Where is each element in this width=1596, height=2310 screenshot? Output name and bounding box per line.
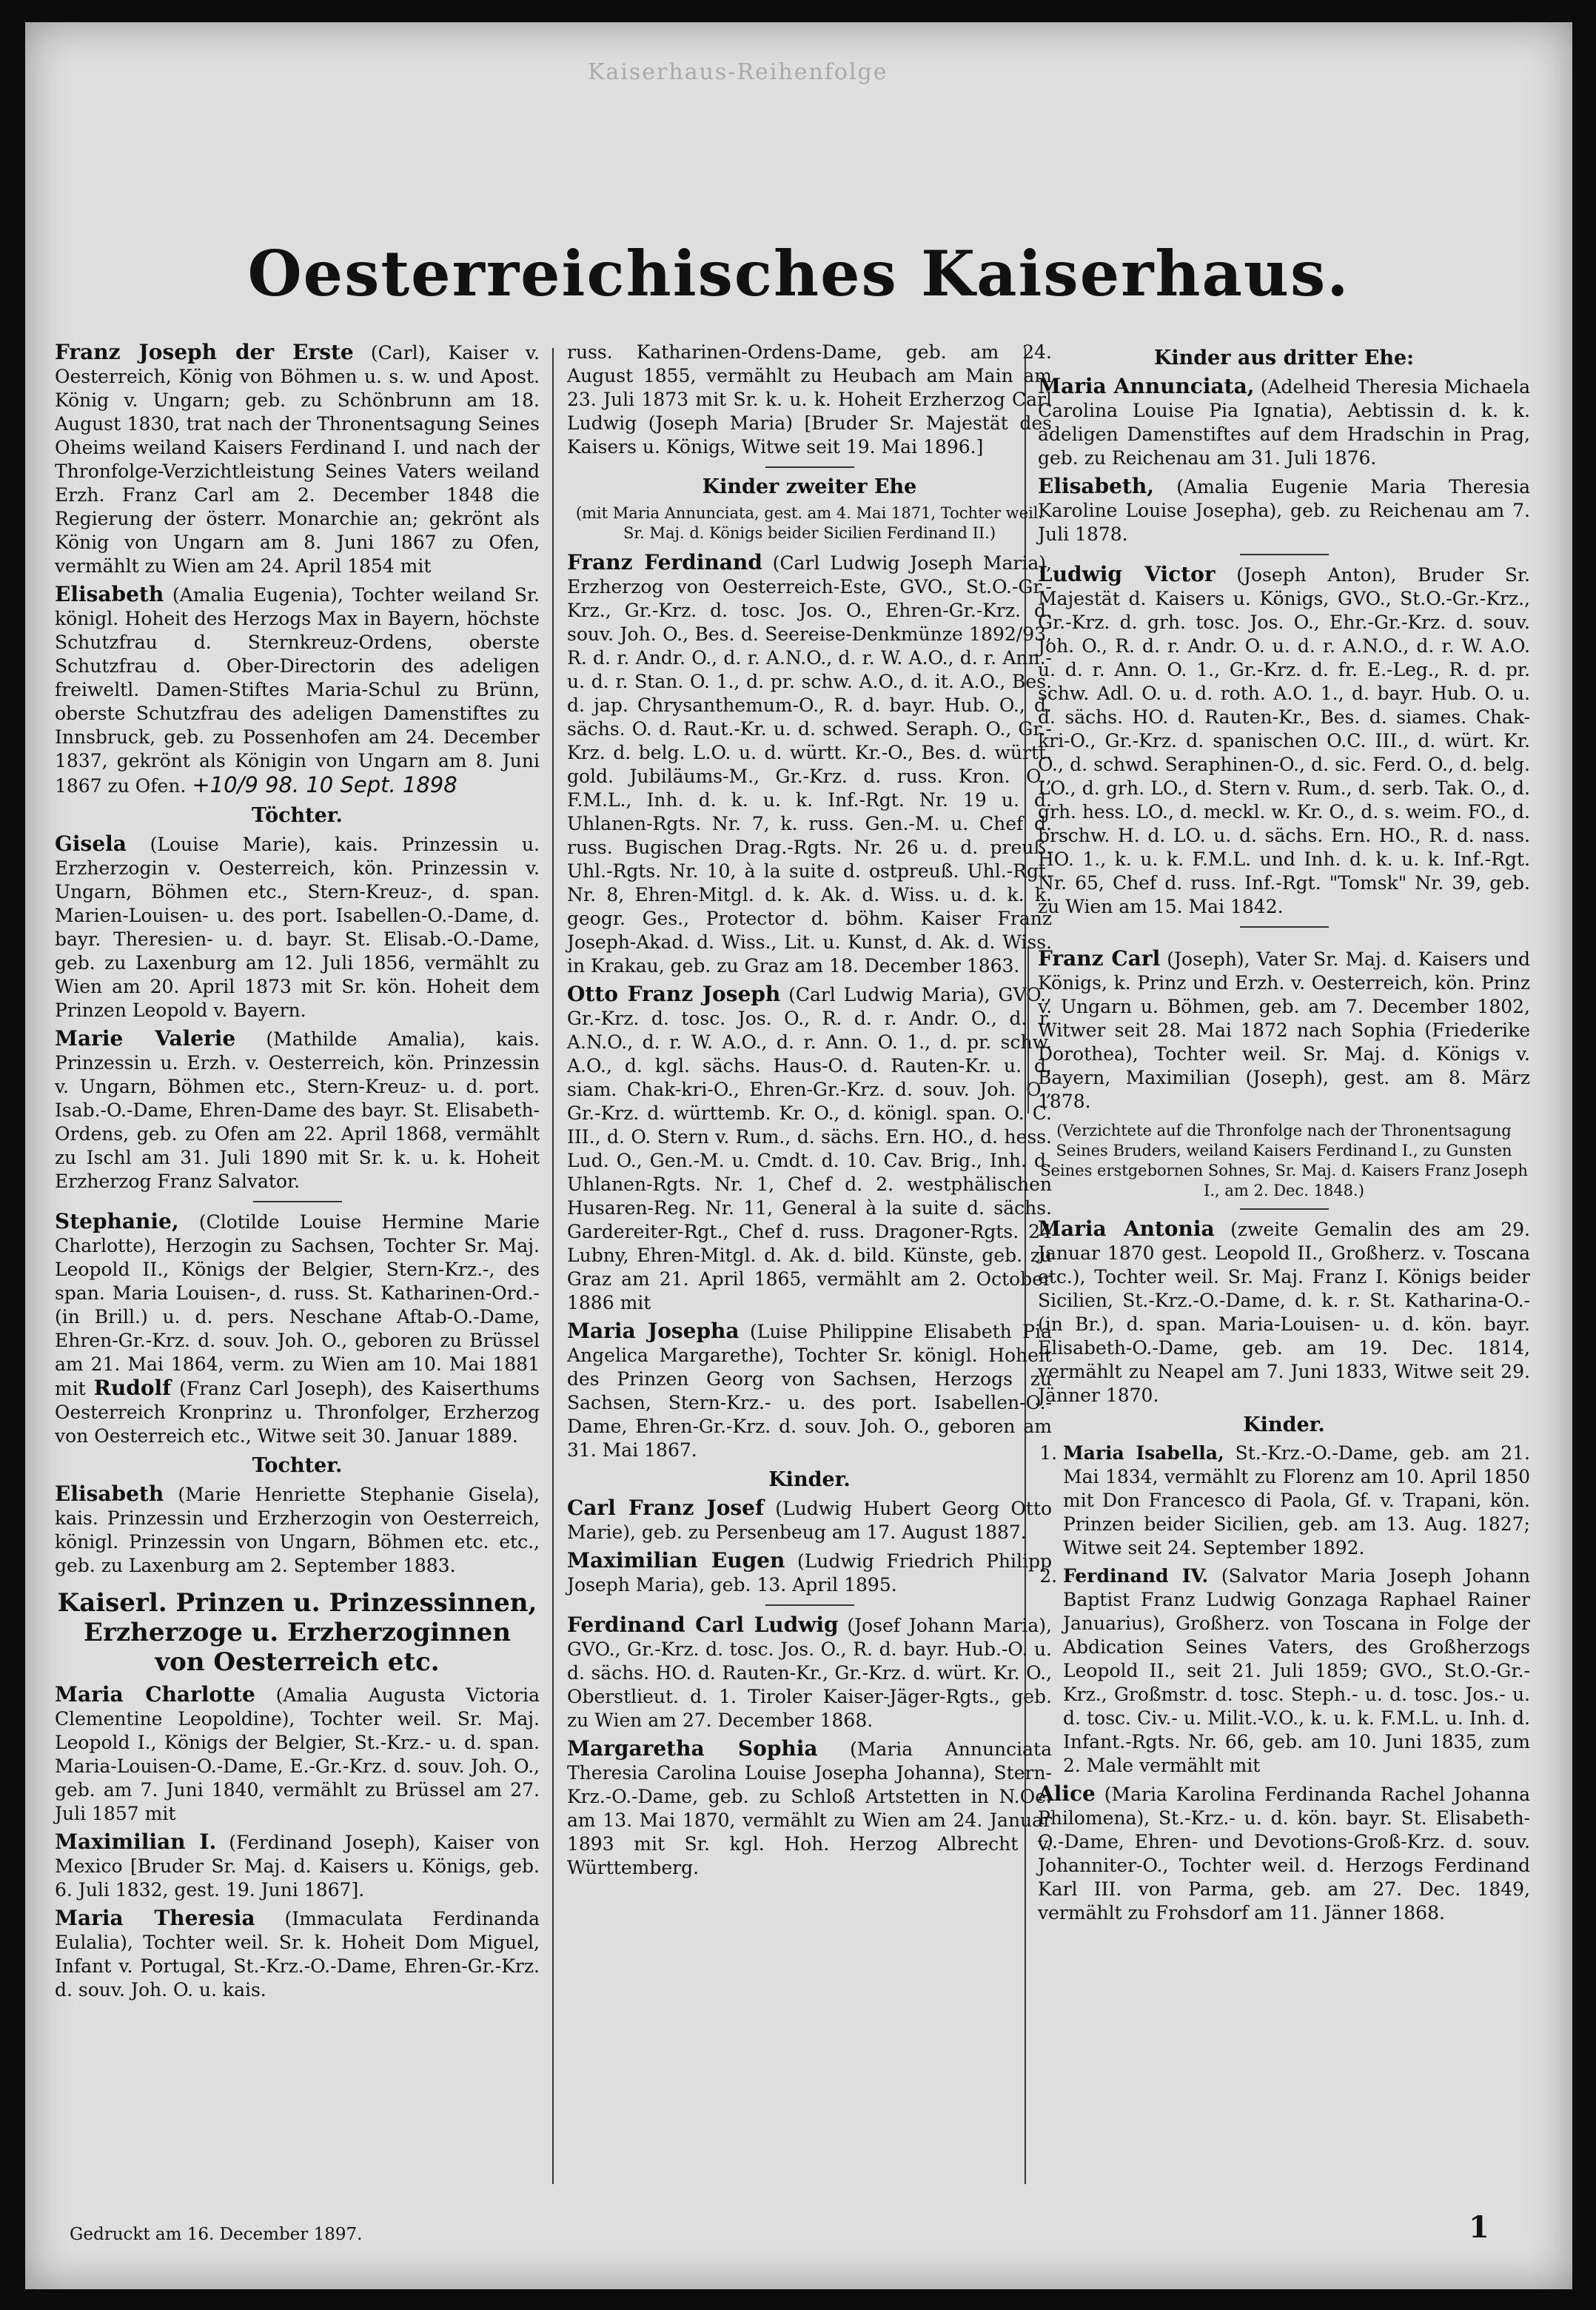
entry-name: Maria Charlotte [55, 1682, 255, 1707]
entry-text: (Amalia Augusta Victoria Clementine Leopoldine), Tochter weil. Sr. Maj. Leopold I., Königs der Belgier, St.-Krz.- u. d. span. Maria-Louisen-O.-Dame, E.-Gr.-Krz. d. souv. Joh. O., geb. am 7. Juni 1840, vermählt zu Brüssel am 27. Juli 1857 mit [55, 1684, 540, 1824]
entry-text: (Carl Ludwig Maria), GVO., Gr.-Krz. d. tosc. Jos. O., R. d. r. Andr. O., d. r. A.N.O., d. r. W. A.O., d. r. Ann. O. 1., d. pr. schw. A.O., d. kgl. sächs. Haus-O. d. Rauten-Kr. u. d. siam. Chak-kri-O., Ehren-Gr.-Krz. d. souv. Joh. O., Gr.-Krz. d. württemb. Kr. O., d. königl. span. O. C. III., d. O. Stern v. Rum., d. sächs. Ern. HO., d. hess. Lud. O., Gen.-M. u. Cmdt. d. 10. Cav. Brig., Inh. d. Uhlanen-Rgts. Nr. 1, Chef d. 2. westphälischen Husaren-Reg. Nr. 11, General à la suite d. sächs. Gardereiter-Rgt., Chef d. russ. Dragoner-Rgts. 24 Lubny, Ehren-Mitgl. d. Ak. d. bild. Künste, geb. zu Graz am 21. April 1865, vermählt am 2. October 1886 mit [567, 984, 1052, 1313]
entry-maximilian [55, 1830, 540, 1902]
entry-name: Marie Valerie [55, 1026, 236, 1051]
entry-text: (Maria Karolina Ferdinanda Rachel Johanna Philomena), St.-Krz.- u. d. kön. bayr. St. Elisabeth-O.-Dame, Ehren- und Devotions-Groß-Krz. d. souv. Johanniter-O., Tochter weil. d. Herzogs Ferdinand Karl III. von Parma, geb. am 27. Dec. 1849, vermählt zu Frohsdorf am 11. Jänner 1868. [1038, 1784, 1530, 1924]
entry-text: (Carl), Kaiser v. Oesterreich, König von Böhmen u. s. w. und Apost. König v. Ungarn; geb. zu Schönbrunn am 18. August 1830, trat nach der Thronentsagung Seines Oheims weiland Kaisers Ferdinand I. und nach der Thronfolge-Verzichtleistung Seines Vaters weiland Erzh. Franz Carl am 2. December 1848 die Regierung der österr. Monarchie an; gekrönt als König von Ungarn am 8. Juni 1867 zu Ofen, vermählt zu Wien am 24. April 1854 mit [55, 342, 540, 577]
entry-name: Ferdinand IV. [1063, 1565, 1209, 1587]
entry-name: Elisabeth [55, 582, 164, 606]
document-page [25, 22, 1572, 2289]
entry-maria-josepha [567, 1319, 1052, 1462]
entry-name: Ludwig Victor [1038, 562, 1216, 586]
entry-name: Alice [1038, 1781, 1096, 1806]
entry-gisela [55, 832, 540, 1022]
entry-name: Ferdinand Carl Ludwig [567, 1613, 839, 1637]
entry-name: Franz Ferdinand [567, 550, 762, 575]
entry-otto-franz-joseph [567, 982, 1052, 1315]
entry-text: (Luise Philippine Elisabeth Pia Angelica Margarethe), Tochter Sr. königl. Hoheit des Prinzen Georg von Sachsen, Herzogs zu Sachsen, Stern-Krz.- u. des port. Isabellen-O.-Dame, Ehren-Gr.-Krz. d. souv. Joh. O., geboren am 31. Mai 1867. [567, 1321, 1052, 1461]
entry-text: (Clotilde Louise Hermine Marie Charlotte), Herzogin zu Sachsen, Tochter Sr. Maj. Leopold II., Königs der Belgier, Stern-Krz.-, des span. Maria Louisen-, d. russ. St. Katharinen-Ord.- (in Brill.) u. d. pers. Neschane Aftab-O.-Dame, Ehren-Gr.-Krz. d. souv. Joh. O., geboren zu Brüssel am 21. Mai 1864, verm. zu Wien am 10. Mai 1881 mit [55, 1211, 540, 1399]
section-heading-large: Kaiserl. Prinzen u. Prinzessinnen, Erzherzoge u. Erzherzoginnen von Oesterreich etc. [57, 1588, 537, 1677]
entry-text: (Ludwig Friedrich Philipp Joseph Maria), geb. 13. April 1895. [567, 1550, 1053, 1596]
children-list [1038, 1442, 1530, 1778]
entry-name: Otto Franz Joseph [567, 982, 781, 1006]
entry-ferdinand-carl-ludwig [567, 1613, 1052, 1732]
entry-maria-charlotte [55, 1683, 540, 1826]
section-heading: Kinder aus dritter Ehe: [1153, 346, 1415, 369]
separator [765, 1604, 854, 1606]
entry-text: (Joseph Anton), Bruder Sr. Majestät d. Kaisers u. Königs, GVO., St.O.-Gr.-Krz., Gr.-Krz. d. grh. tosc. Jos. O., Ehr.-Gr.-Krz. d. souv. Joh. O., R. d. r. Andr. O. u. d. r. A.N.O., d. r. W. A.O. u. d. r. Ann. O. 1., Gr.-Krz. d. fr. E.-Leg., R. d. pr. schw. Adl. O. u. d. roth. A.O. 1., d. bayr. Hub. O. u. d. sächs. HO. d. Rauten-Kr., Bes. d. siames. Chak-kri-O., Gr.-Krz. d. spanischen O.C. III., d. würt. Kr. O., d. schwd. Seraphinen-O., d. sic. Ferd. O., d. belg. LO., d. grh. LO., d. Stern v. Rum., d. serb. Tak. O., d. grh. hess. LO., d. meckl. w. Kr. O., d. s. weim. FO., d. brschw. H. d. LO. u. d. sächs. Ern. HO., R. d. nass. HO. 1., k. u. k. F.M.L. und Inh. d. k. u. k. Inf.-Rgt. Nr. 65, Chef d. russ. Inf.-Rgt. "Tomsk" Nr. 39, geb. zu Wien am 15. Mai 1842. [1038, 564, 1531, 917]
entry-text: (Maria Annunciata Theresia Carolina Louise Josepha Johanna), Stern-Krz.-O.-Dame, geb. zu Schloß Artstetten in N.Oe. am 13. Mai 1870, vermählt zu Wien am 24. Januar 1893 mit Sr. kgl. Hoh. Herzog Albrecht v. Württemberg. [567, 1738, 1052, 1878]
entry-text: (Adelheid Theresia Michaela Carolina Louise Pia Ignatia), Aebtissin d. k. k. adeligen Damenstiftes auf dem Hradschin in Prag, geb. zu Reichenau am 31. Juli 1876. [1038, 376, 1530, 469]
entry-maximilian-eugen [567, 1549, 1052, 1597]
section-heading: Kinder. [1243, 1413, 1325, 1436]
entry-text: (Louise Marie), kais. Prinzessin u. Erzherzogin v. Oesterreich, kön. Prinzessin v. Ungarn, Böhmen etc., Stern-Kreuz-, d. span. Marien-Louisen- u. des port. Isabellen-O.-Dame, d. bayr. Theresien- u. d. bayr. St. Elisab.-O.-Dame, geb. zu Laxenburg am 12. Juli 1856, vermählt zu Wien am 20. April 1873 mit Sr. kön. Hoheit dem Prinzen Leopold v. Bayern. [55, 834, 540, 1021]
entry-maria-theresia [55, 1906, 540, 2002]
section-note: (mit Maria Annunciata, gest. am 4. Mai 1871, Tochter weil. Sr. Maj. d. Königs beider Sicilien Ferdinand II.) [575, 504, 1044, 542]
entry-text: (Ferdinand Joseph), Kaiser von Mexico [Bruder Sr. Maj. d. Kaisers u. Königs, geb. 6. Juli 1832, gest. 19. Juni 1867]. [55, 1832, 540, 1901]
handwritten-annotation: +10/9 98. 10 Sept. 1898 [192, 772, 457, 797]
separator [253, 1201, 342, 1202]
separator [765, 466, 854, 468]
page-number: 1 [1469, 2210, 1489, 2245]
entry-margaretha-sophia [567, 1737, 1052, 1880]
entry-name: Margaretha Sophia [567, 1736, 818, 1761]
entry-text: (Franz Carl Joseph), des Kaiserthums Oesterreich Kronprinz u. Thronfolger, Erzherzog von Oesterreich etc., Witwe seit 30. Januar 1889. [55, 1378, 540, 1447]
entry-name: Maria Josepha [567, 1319, 740, 1343]
entry-name: Elisabeth, [1038, 474, 1154, 498]
entry-name: Elisabeth [55, 1482, 164, 1506]
entry-text: (Ludwig Hubert Georg Otto Marie), geb. zu Persenbeug am 17. August 1887. [567, 1498, 1053, 1543]
entry-franz-joseph [55, 341, 540, 578]
entry-name: Maria Theresia [55, 1906, 255, 1930]
bleed-through-header: Kaiserhaus-Reihenfolge [588, 59, 888, 85]
entry-text: (Carl Ludwig Joseph Maria), Erzherzog von Oesterreich-Este, GVO., St.O.-Gr.-Krz., Gr.-Krz. d. tosc. Jos. O., Ehren-Gr.-Krz. d. souv. Joh. O., Bes. d. Seereise-Denkmünze 1892/93, R. d. r. Andr. O., d. r. A.N.O., d. r. W. A.O., d. r. Ann.-u. d. r. Stan. O. 1., d. pr. schw. A.O., d. it. A.O., Bes. d. jap. Chrysanthemum-O., R. d. bayr. Hub. O., d. sächs. O. d. Raut.-Kr. u. d. schwed. Seraph. O., Gr.-Krz. d. belg. L.O. u. d. württ. Kr.-O., Bes. d. württ. gold. Jubiläums-M., Gr.-Krz. d. russ. Kron. O., F.M.L., Inh. d. k. u. k. Inf.-Rgt. Nr. 19 u. d. Uhlanen-Rgts. Nr. 7, k. russ. Gen.-M. u. Chef d. russ. Bugischen Drag.-Rgts. Nr. 26 u. d. preuß. Uhl.-Rgts. Nr. 10, à la suite d. ostpreuß. Uhl.-Rgt. Nr. 8, Ehren-Mitgl. d. k. Ak. d. Wiss. u. d. k. k. geogr. Ges., Protector d. böhm. Kaiser Franz Joseph-Akad. d. Wiss., Lit. u. Kunst, d. Ak. d. Wiss. in Krakau, geb. zu Graz am 18. December 1863. [567, 552, 1052, 977]
entry-name: Maximilian I. [55, 1829, 217, 1854]
section-heading: Tochter. [252, 1454, 343, 1477]
print-date: Gedruckt am 16. December 1897. [70, 2225, 363, 2244]
entry-text: (Mathilde Amalia), kais. Prinzessin u. Erzh. v. Oesterreich, kön. Prinzessin v. Ungarn, Böhmen etc., Stern-Kreuz- u. d. port. Isab.-O.-Dame, Ehren-Dame des bayr. St. Elisabeth-Ordens, geb. zu Ofen am 22. April 1868, vermählt zu Ischl am 31. Juli 1890 mit Sr. k. u. k. Hoheit Erzherzog Franz Salvator. [55, 1028, 540, 1192]
separator [1240, 1208, 1329, 1210]
entry-alice [1038, 1782, 1530, 1925]
entry-carl-franz-josef [567, 1496, 1052, 1544]
section-heading: Kinder. [768, 1468, 851, 1491]
entry-name: Franz Joseph der Erste [55, 340, 354, 364]
entry-name: Maria Isabella, [1063, 1442, 1224, 1464]
entry-stephanie [55, 1210, 540, 1448]
entry-franz-ferdinand [567, 551, 1052, 978]
entry-name: Rudolf [93, 1376, 172, 1400]
list-item [1063, 1564, 1530, 1778]
entry-maria-antonia [1038, 1217, 1530, 1407]
entry-name: Maria Antonia [1038, 1216, 1215, 1241]
entry-franz-carl-block [1027, 947, 1530, 1114]
column-right [1038, 341, 1530, 1929]
entry-text: (Amalia Eugenia), Tochter weiland Sr. königl. Hoheit des Herzogs Max in Bayern, höchste Schutzfrau d. Sternkreuz-Ordens, oberste Schutzfrau d. Ober-Directorin des adeligen freiweltl. Damen-Stiftes Maria-Schul zu Brünn, oberste Schutzfrau des adeligen Damenstiftes zu Innsbruck, geb. zu Possenhofen am 24. December 1837, gekrönt als Königin von Ungarn am 8. Juni 1867 zu Ofen. [55, 584, 540, 797]
entry-text: (Marie Henriette Stephanie Gisela), kais. Prinzessin und Erzherzogin von Oesterreich, königl. Prinzessin von Ungarn, Böhmen etc. etc., geb. zu Laxenburg am 2. September 1883. [55, 1484, 540, 1576]
section-heading: Töchter. [252, 804, 343, 827]
separator [1240, 926, 1329, 928]
entry-text: (Amalia Eugenie Maria Theresia Karoline Louise Josepha), geb. zu Reichenau am 7. Juli 1878. [1038, 476, 1530, 545]
entry-marie-valerie [55, 1027, 540, 1194]
entry-ludwig-victor [1038, 563, 1530, 919]
column-middle [567, 341, 1052, 1884]
entry-name: Maximilian Eugen [567, 1548, 785, 1573]
entry-franz-carl [1038, 947, 1530, 1114]
page-title: Oesterreichisches Kaiserhaus. [247, 237, 1350, 310]
entry-text: (Joseph), Vater Sr. Maj. d. Kaisers und Königs, k. Prinz und Erzh. v. Oesterreich, kön. Prinz v. Ungarn u. Böhmen, geb. am 7. December 1802, Witwer seit 28. Mai 1872 nach Sophia (Friederike Dorothea), Tochter weil. Sr. Maj. d. Königs v. Bayern, Maximilian (Joseph), gest. am 8. März 1878. [1038, 948, 1530, 1112]
entry-name: Carl Franz Josef [567, 1496, 765, 1520]
entry-name: Maria Annunciata, [1038, 374, 1255, 398]
entry-continuation: russ. Katharinen-Ordens-Dame, geb. am 24. August 1855, vermählt zu Heubach am Main am 23. Juli 1873 mit Sr. k. u. k. Hoheit Erzherzog Carl Ludwig (Joseph Maria) [Bruder Sr. Majestät des Kaisers u. Königs, Witwe seit 19. Mai 1896.] [567, 341, 1052, 458]
entry-elisabeth-amalia [1038, 475, 1530, 546]
list-item [1063, 1442, 1530, 1560]
column-left [55, 341, 540, 2006]
entry-text: (zweite Gemalin des am 29. Januar 1870 gest. Leopold II., Großherz. v. Toscana etc.), Tochter weil. Sr. Maj. Franz I. Königs beider Sicilien, St.-Krz.-O.-Dame, d. k. r. St. Katharina-O.- (in Br.), d. span. Maria-Louisen- u. d. kön. bayr. Elisabeth-O.-Dame, geb. am 19. Dec. 1814, vermählt zu Neapel am 7. Juni 1833, Witwe seit 29. Jänner 1870. [1038, 1219, 1531, 1406]
entry-elisabeth-daughter [55, 1482, 540, 1578]
entry-text: (Josef Johann Maria), GVO., Gr.-Krz. d. tosc. Jos. O., R. d. bayr. Hub.-O. u. d. sächs. HO. d. Rauten-Kr., Gr.-Krz. d. würt. Kr. O., Oberstlieut. d. 1. Tiroler Kaiser-Jäger-Rgts., geb. zu Wien am 27. December 1868. [567, 1615, 1052, 1731]
entry-text: (Immaculata Ferdinanda Eulalia), Tochter weil. Sr. k. Hoheit Dom Miguel, Infant v. Portugal, St.-Krz.-O.-Dame, Ehren-Gr.-Krz. d. souv. Joh. O. u. kais. [55, 1908, 540, 2001]
entry-text: St.-Krz.-O.-Dame, geb. am 21. Mai 1834, vermählt zu Florenz am 10. April 1850 mit Don Francesco di Paola, Gf. v. Trapani, kön. Prinzen beider Sicilien, geb. am 13. Aug. 1827; Witwe seit 24. September 1892. [1063, 1442, 1530, 1559]
separator [1240, 554, 1329, 555]
entry-text: (Salvator Maria Joseph Johann Baptist Franz Ludwig Gonzaga Raphael Rainer Januarius), Großherz. von Toscana in Folge der Abdication Seines Vaters, des Großherzogs Leopold II., seit 21. Juli 1859; GVO., St.O.-Gr.-Krz., Großmstr. d. tosc. Steph.- u. d. tosc. Jos.- u. d. tosc. Civ.- u. Milit.-V.O., k. u. k. F.M.L. u. Inh. d. Infant.-Rgts. Nr. 66, geb. am 10. Juni 1835, zum 2. Male vermählt mit [1063, 1565, 1530, 1776]
entry-elisabeth-empress [55, 583, 540, 798]
entry-maria-annunciata [1038, 375, 1530, 470]
entry-name: Franz Carl [1038, 946, 1161, 971]
column-divider-left [552, 348, 554, 2184]
entry-name: Stephanie, [55, 1209, 179, 1233]
section-heading: Kinder zweiter Ehe [702, 475, 917, 498]
section-note: (Verzichtete auf die Thronfolge nach der Thronentsagung Seines Bruders, weiland Kaisers Ferdinand I., zu Gunsten Seines erstgebornen Sohnes, Sr. Maj. d. Kaisers Franz Joseph I., am 2. Dec. 1848.) [1040, 1122, 1528, 1199]
entry-name: Gisela [55, 831, 127, 856]
